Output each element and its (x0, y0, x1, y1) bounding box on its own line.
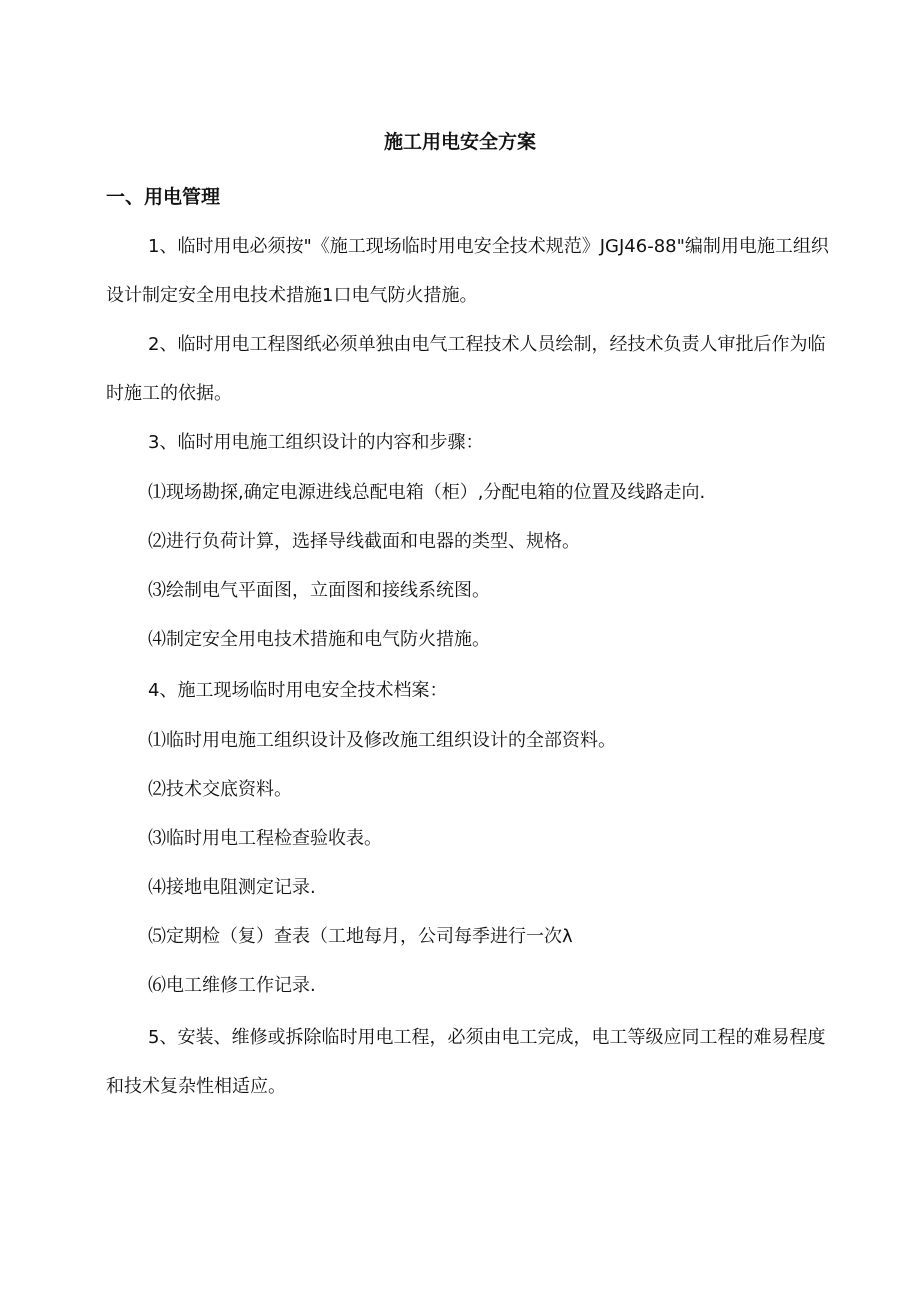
paragraph-1: 1、临时用电必须按"《施工现场临时用电安全技术规范》JGJ46-88"编制用电施工组织设计制定安全用电技术措施1口电气防火措施。 (106, 236, 829, 306)
section-heading: 一、用电管理 (106, 186, 221, 208)
list-item: ⑴临时用电施工组织设计及修改施工组织设计的全部资料。 (148, 730, 616, 751)
list-item: ⑹电工维修工作记录. (148, 975, 316, 996)
list-item: ⑵技术交底资料。 (148, 779, 292, 800)
list-item: ⑸定期检（复）查表（工地每月，公司每季进行一次λ (148, 926, 573, 947)
document-title: 施工用电安全方案 (383, 131, 536, 153)
paragraph-3: 3、临时用电施工组织设计的内容和步骤： (148, 432, 484, 453)
list-item: ⑶绘制电气平面图，立面图和接线系统图。 (148, 580, 490, 601)
list-item: ⑵进行负荷计算，选择导线截面和电器的类型、规格。 (148, 531, 580, 552)
paragraph-5: 5、安装、维修或拆除临时用电工程，必须由电工完成，电工等级应同工程的难易程度和技术复杂性相适应。 (106, 1027, 826, 1097)
list-item: ⑷接地电阻测定记录. (148, 877, 316, 898)
paragraph-2: 2、临时用电工程图纸必须单独由电气工程技术人员绘制，经技术负责人审批后作为临时施工的依据。 (106, 334, 826, 404)
list-item: ⑷制定安全用电技术措施和电气防火措施。 (148, 629, 490, 650)
list-item: ⑶临时用电工程检查验收表。 (148, 828, 382, 849)
list-item: ⑴现场勘探,确定电源进线总配电箱（柜）,分配电箱的位置及线路走向. (148, 482, 706, 503)
paragraph-4: 4、施工现场临时用电安全技术档案： (148, 680, 448, 701)
